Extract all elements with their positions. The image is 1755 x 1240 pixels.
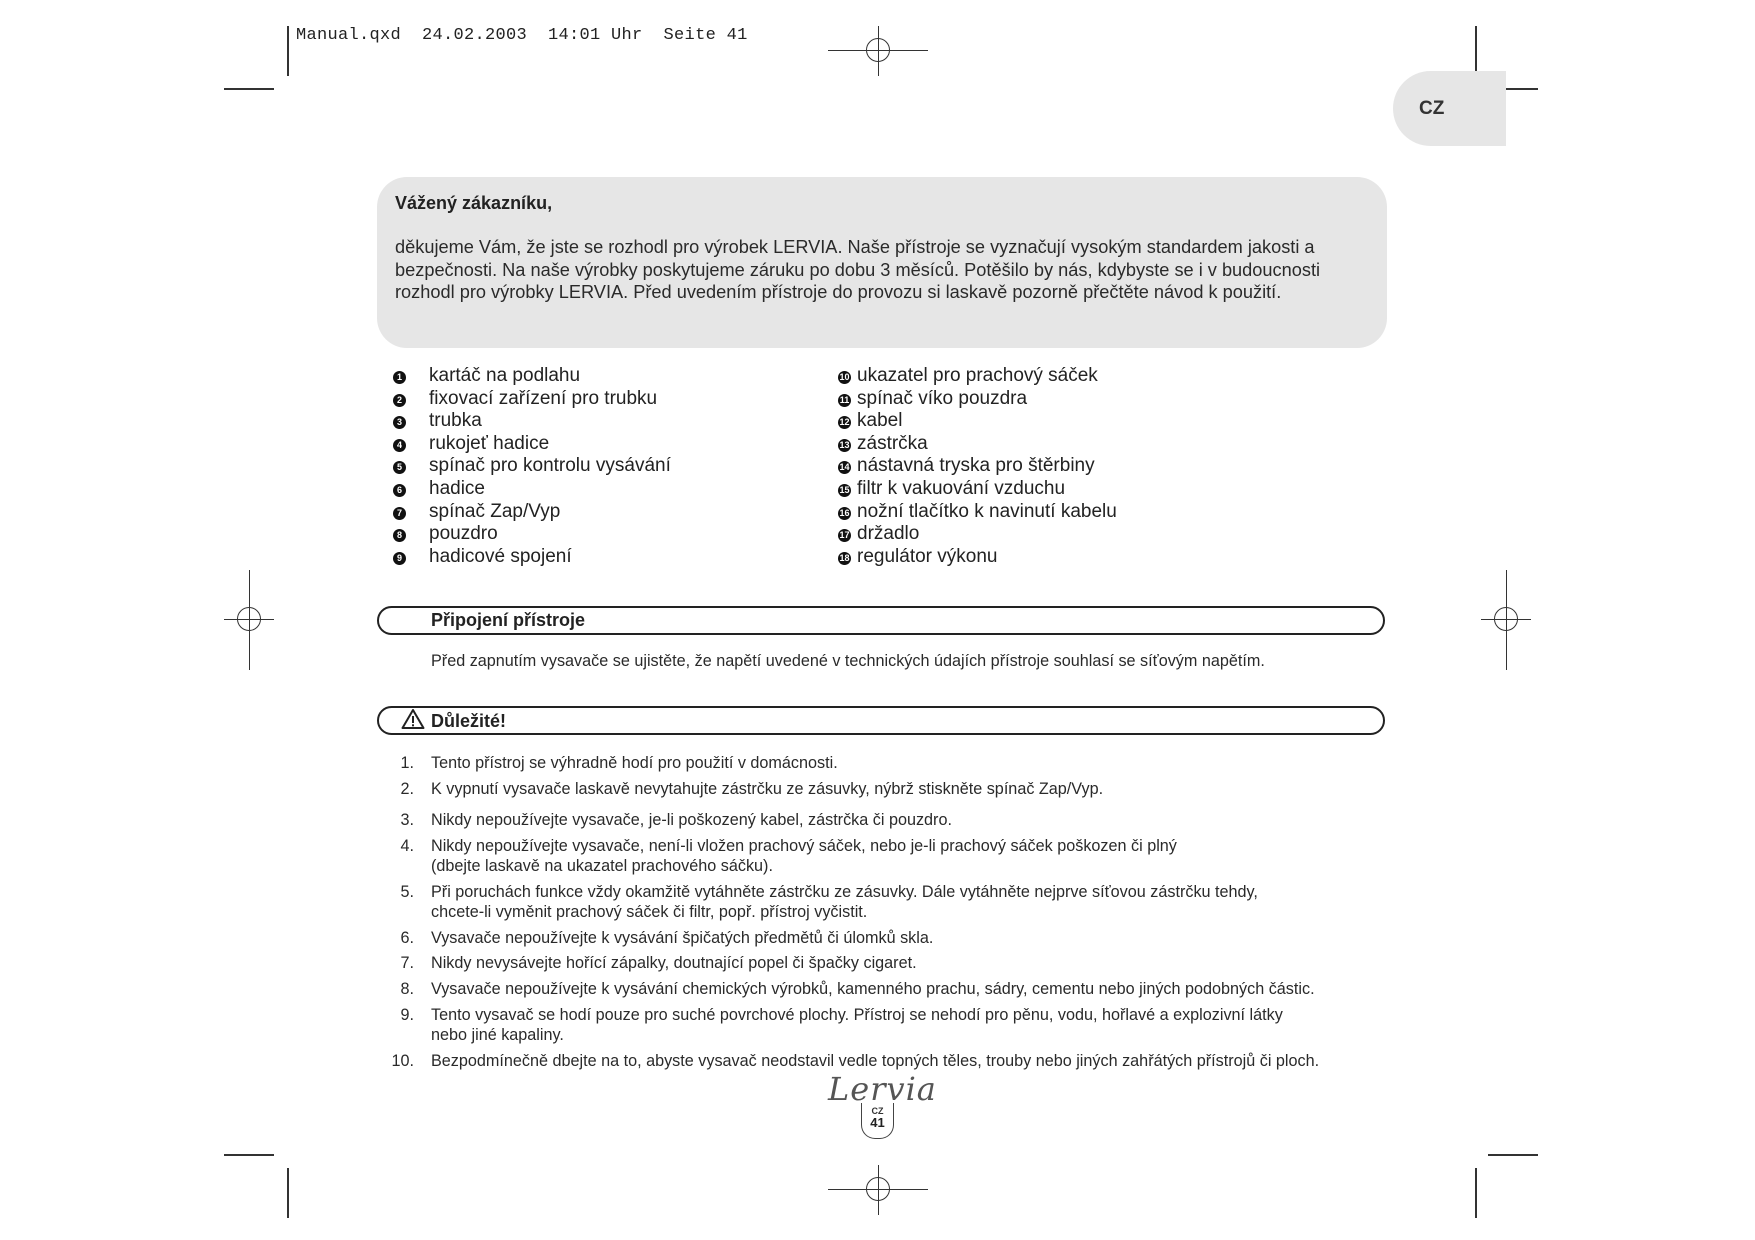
rule-text: (dbejte laskavě na ukazatel prachového sáčku).	[431, 857, 773, 875]
crop-mark	[287, 1168, 289, 1218]
rule-number: 4.	[400, 837, 414, 855]
part-number-badge: 17	[839, 530, 850, 541]
crop-mark	[1488, 1154, 1538, 1156]
rule-text: Nikdy nevysávejte hořící zápalky, doutnající popel či špačky cigaret.	[431, 954, 917, 972]
part-number-badge: 1	[393, 371, 406, 384]
language-tab-label: CZ	[1419, 98, 1445, 119]
rule-number: 7.	[400, 954, 414, 972]
part-label: trubka	[429, 410, 482, 432]
part-number-badge: 3	[393, 416, 406, 429]
connect-text: Před zapnutím vysavače se ujistěte, že napětí uvedené v technických údajích přístroje souhlasí se síťovým napětím.	[431, 652, 1265, 670]
rule-number: 9.	[400, 1006, 414, 1024]
rule-text: Tento přístroj se výhradně hodí pro použití v domácnosti.	[431, 754, 838, 772]
page-language: CZ	[871, 1106, 884, 1116]
rule-text: K vypnutí vysavače laskavě nevytahujte zástrčku ze zásuvky, nýbrž stiskněte spínač Zap/Vyp.	[431, 780, 1104, 798]
part-number-badge: 13	[839, 439, 850, 450]
intro-text	[395, 236, 1395, 304]
section-bar-important	[377, 706, 1385, 735]
part-label: regulátor výkonu	[857, 545, 998, 567]
rule-number: 6.	[400, 929, 414, 947]
rule-number: 1.	[400, 754, 414, 772]
rule-number: 8.	[400, 980, 414, 998]
part-label: kabel	[857, 410, 903, 432]
crop-mark	[224, 1154, 274, 1156]
part-label: rukojeť hadice	[429, 432, 550, 454]
part-number-badge: 2	[393, 394, 406, 407]
part-number-badge: 8	[393, 529, 406, 542]
part-number-badge: 12	[839, 417, 850, 428]
part-label: hadicové spojení	[429, 545, 572, 567]
rule-text: Tento vysavač se hodí pouze pro suché povrchové plochy. Přístroj se nehodí pro pěnu, vodu, hořlavé a explozivní látky	[431, 1006, 1283, 1024]
rule-text: nebo jiné kapaliny.	[431, 1026, 564, 1044]
part-label: spínač pro kontrolu vysávání	[429, 455, 671, 477]
part-number-badge: 6	[393, 484, 406, 497]
part-number-badge: 5	[393, 461, 406, 474]
rule-text: Bezpodmínečně dbejte na to, abyste vysavač neodstavil vedle topných těles, trouby nebo jiných zahřátých přístrojů či ploch.	[431, 1052, 1320, 1070]
rule-text: Nikdy nepoužívejte vysavače, není-li vložen prachový sáček, nebo je-li prachový sáček poškozen či plný	[431, 837, 1177, 855]
section-title-connect: Připojení přístroje	[431, 610, 586, 630]
part-number-badge: 7	[393, 507, 406, 520]
part-number-badge: 10	[839, 372, 850, 382]
rule-number: 3.	[400, 811, 414, 829]
part-label: spínač víko pouzdra	[857, 387, 1028, 409]
part-label: spínač Zap/Vyp	[429, 500, 561, 522]
part-number-badge: 16	[839, 507, 850, 518]
part-label: pouzdro	[429, 523, 498, 545]
intro-greeting: Vážený zákazníku,	[395, 193, 553, 213]
rule-text: Nikdy nepoužívejte vysavače, je-li poškozený kabel, zástrčka či pouzdro.	[431, 811, 952, 829]
part-label: hadice	[429, 477, 485, 499]
lervia-logo: Lervia	[828, 1070, 937, 1108]
rule-number: 10.	[391, 1052, 414, 1070]
crop-mark	[224, 88, 274, 90]
part-number-badge: 18	[839, 552, 850, 563]
rule-text: Při poruchách funkce vždy okamžitě vytáhněte zástrčku ze zásuvky. Dále vytáhněte nejprve síťovou zástrčku tehdy,	[431, 883, 1258, 901]
part-label: zástrčka	[857, 432, 928, 454]
part-label: držadlo	[857, 523, 920, 545]
crop-mark	[287, 26, 289, 76]
part-number-badge: 4	[393, 439, 406, 452]
part-number-badge: 9	[393, 552, 406, 565]
intro-line: bezpečnosti. Na naše výrobky poskytujeme záruku po dobu 3 měsíců. Potěšilo by nás, kdybyste se i v budoucnosti	[395, 259, 1321, 280]
page-number: 41	[870, 1115, 885, 1130]
rule-text: Vysavače nepoužívejte k vysávání chemických výrobků, kamenného prachu, sádry, cementu nebo jiných podobných částic.	[431, 980, 1315, 998]
rule-text: Vysavače nepoužívejte k vysávání špičatých předmětů či úlomků skla.	[431, 929, 934, 947]
rule-number: 2.	[400, 780, 414, 798]
crop-mark	[1475, 1168, 1477, 1218]
rule-number: 5.	[400, 883, 414, 901]
part-label: fixovací zařízení pro trubku	[429, 387, 658, 409]
crop-mark	[1475, 26, 1477, 76]
part-label: filtr k vakuování vzduchu	[857, 477, 1066, 499]
part-number-badge: 11	[839, 394, 850, 405]
part-label: ukazatel pro prachový sáček	[857, 365, 1098, 386]
rule-text: chcete-li vyměnit prachový sáček či filtr, popř. přístroj vyčistit.	[431, 903, 868, 921]
part-number-badge: 15	[839, 484, 850, 495]
part-number-badge: 14	[839, 462, 850, 473]
print-slug: Manual.qxd 24.02.2003 14:01 Uhr Seite 41	[296, 26, 748, 45]
part-label: nástavná tryska pro štěrbiny	[857, 455, 1095, 477]
intro-line: rozhodl pro výrobky LERVIA. Před uvedením přístroje do provozu si laskavě pozorně přečtěte návod k použití.	[395, 282, 1282, 303]
part-label: kartáč na podlahu	[429, 365, 581, 386]
part-label: nožní tlačítko k navinutí kabelu	[857, 500, 1117, 522]
section-title-important: Důležité!	[431, 711, 507, 731]
intro-line: děkujeme Vám, že jste se rozhodl pro výrobek LERVIA. Naše přístroje se vyznačují vysokým standardem jakosti a	[395, 237, 1315, 257]
page-number-badge	[861, 1103, 894, 1139]
language-tab	[1393, 71, 1506, 146]
warning-icon	[401, 708, 425, 730]
